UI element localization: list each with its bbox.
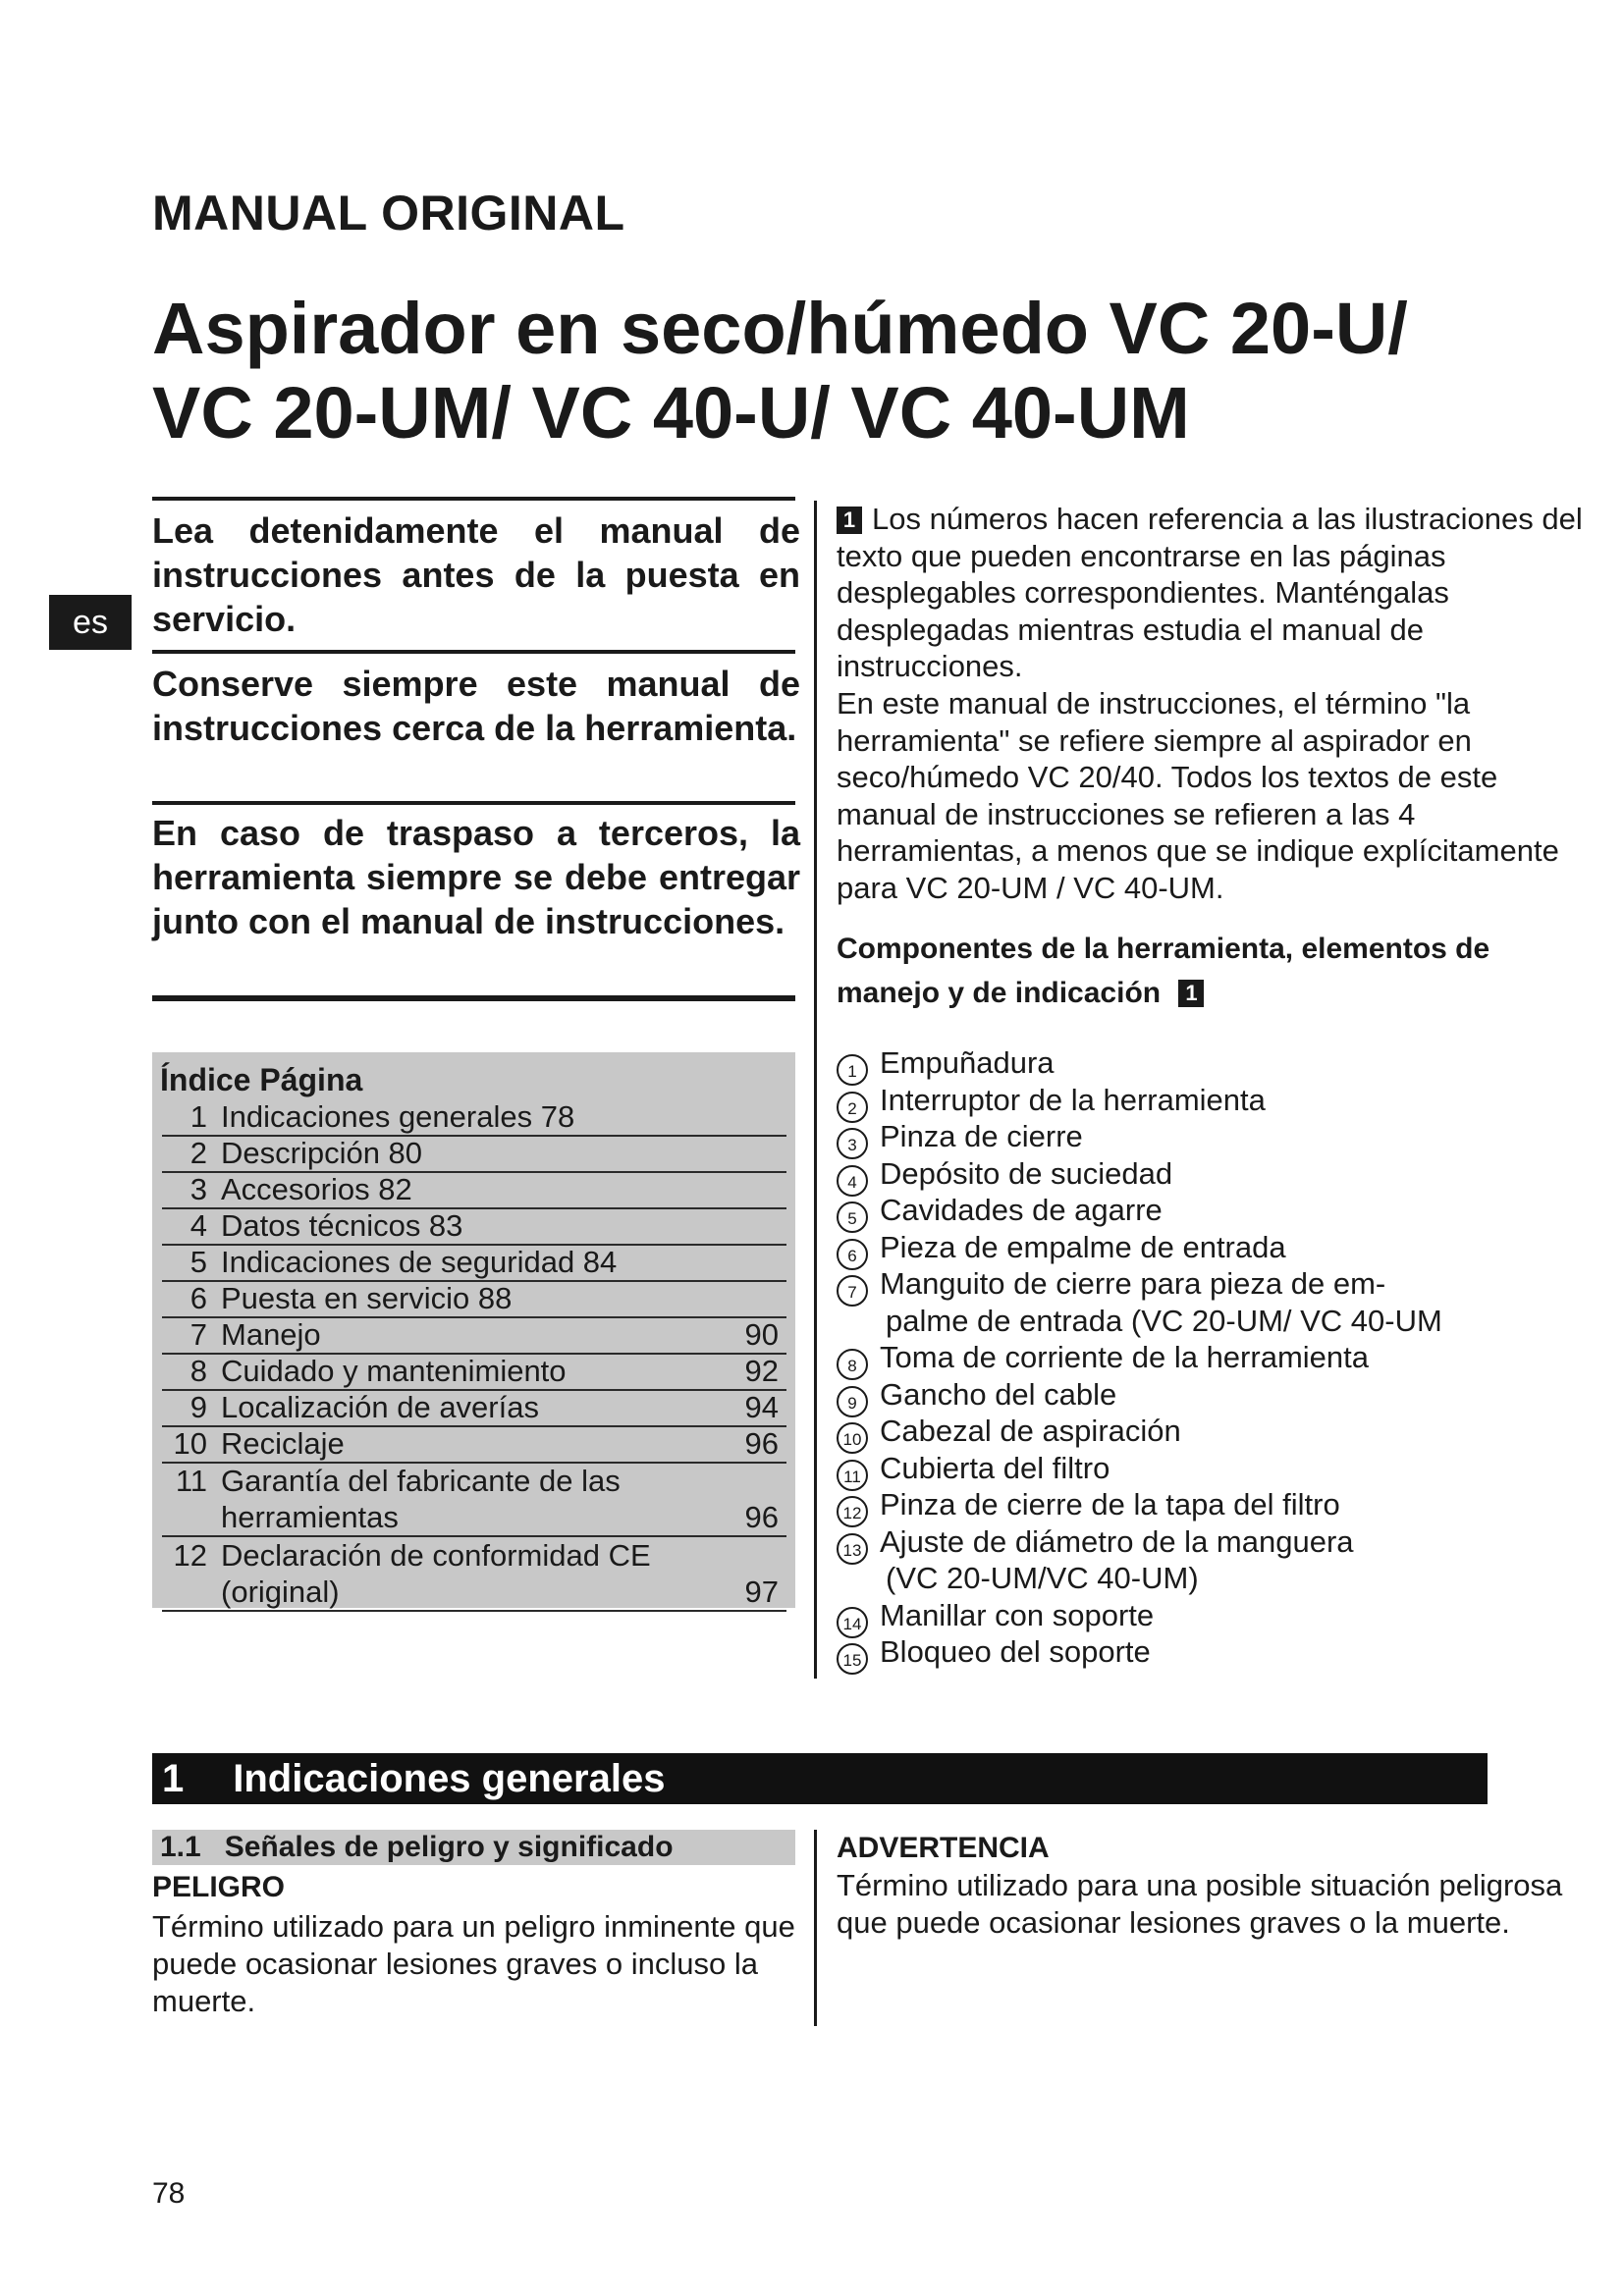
toc-row-number: 11 [175, 1464, 207, 1498]
toc-row [162, 1390, 786, 1427]
toc-row-page: 94 [744, 1390, 779, 1424]
toc-header: Índice Página [160, 1062, 363, 1097]
list-item [837, 1229, 1583, 1266]
components-list [837, 1044, 1583, 1671]
list-item [837, 1339, 1583, 1376]
circled-number: 11 [837, 1460, 868, 1491]
toc-row-number: 3 [189, 1172, 207, 1206]
list-item [837, 1044, 1583, 1082]
section-title: Indicaciones generales [233, 1757, 666, 1800]
toc-row-number: 7 [189, 1317, 207, 1352]
toc-row-label: Datos técnicos 83 [221, 1208, 463, 1243]
intro-paragraph [837, 501, 1583, 685]
toc-row-number: 9 [189, 1390, 207, 1424]
toc-row-page: 90 [744, 1317, 779, 1352]
list-item [837, 1450, 1583, 1487]
list-item [837, 1486, 1583, 1523]
list-item-label: Bloqueo del soporte [880, 1634, 1151, 1669]
column-divider [814, 1830, 817, 2026]
warning-text: Término utilizado para una posible situación peligrosa que puede ocasionar lesiones graves o la muerte. [837, 1868, 1563, 1940]
figure-badge: 1 [837, 507, 862, 534]
toc-row-label: Indicaciones de seguridad 84 [221, 1245, 618, 1279]
circled-number: 15 [837, 1643, 868, 1675]
circled-number: 4 [837, 1165, 868, 1197]
list-item [837, 1082, 1583, 1119]
toc-row-label: Garantía del fabricante de las [221, 1464, 621, 1498]
circled-number: 10 [837, 1422, 868, 1454]
toc-row [162, 1463, 786, 1537]
circled-number: 1 [837, 1054, 868, 1086]
intro-text-1: Los números hacen referencia a las ilustraciones del texto que pueden encontrarse en las páginas desplegables correspondientes. Manténgalas desplegadas mientras estudia el manual de instrucciones. [837, 502, 1583, 683]
toc-row-number: 4 [189, 1208, 207, 1243]
toc-row-page: 97 [744, 1575, 779, 1609]
toc-row [162, 1317, 786, 1355]
divider-rule [152, 650, 795, 654]
toc-row-label: Manejo [221, 1317, 321, 1352]
list-item [837, 1413, 1583, 1450]
toc-row-number: 6 [189, 1281, 207, 1315]
toc-row-number: 1 [189, 1099, 207, 1134]
toc-row-label-cont: (original) [221, 1575, 340, 1609]
components-heading [837, 927, 1583, 1015]
danger-heading: PELIGRO [152, 1871, 286, 1903]
list-item-continuation: (VC 20-UM/VC 40-UM) [886, 1561, 1199, 1595]
divider-rule [152, 801, 795, 805]
toc-row-number: 10 [173, 1426, 207, 1461]
danger-text: Término utilizado para un peligro inminente que puede ocasionar lesiones graves o incluso la muerte. [152, 1909, 795, 2018]
subsection-heading [152, 1830, 795, 1865]
notice-read-manual: Lea detenidamente el manual de instrucciones antes de la puesta en servicio. [152, 510, 800, 639]
language-tab: es [49, 595, 132, 650]
toc-row [162, 1354, 786, 1391]
document-label: MANUAL ORIGINAL [152, 186, 625, 240]
title-line-1: Aspirador en seco/húmedo VC 20-U/ [152, 288, 1408, 369]
circled-number: 2 [837, 1092, 868, 1123]
list-item-label: Depósito de suciedad [880, 1155, 1173, 1191]
list-item-label: Cabezal de aspiración [880, 1414, 1181, 1448]
circled-number: 8 [837, 1349, 868, 1380]
list-item [837, 1633, 1583, 1671]
circled-number: 12 [837, 1496, 868, 1527]
list-item [837, 1118, 1583, 1155]
list-item-label: Ajuste de diámetro de la manguera [880, 1523, 1354, 1559]
circled-number: 7 [837, 1275, 868, 1307]
list-item-label: Pinza de cierre [880, 1119, 1083, 1153]
document-title [152, 287, 1566, 455]
toc-row-page: 96 [744, 1426, 779, 1461]
circled-number: 3 [837, 1128, 868, 1159]
list-item [837, 1155, 1583, 1193]
figure-badge: 1 [1178, 980, 1204, 1007]
toc-row [162, 1136, 786, 1173]
components-heading-text: Componentes de la herramienta, elementos de manejo y de indicación [837, 933, 1490, 1009]
scope-paragraph: En este manual de instrucciones, el término "la herramienta" se refiere siempre al aspirador en seco/húmedo VC 20/40. Todos los textos de este manual de instrucciones se refieren a las 4 herramientas, a menos que se indique explícitamente para VC 20-UM / VC 40-UM. [837, 686, 1559, 905]
toc-row-label: Declaración de conformidad CE [221, 1538, 651, 1573]
toc-row-label-cont: herramientas [221, 1500, 399, 1534]
list-item-label: Manillar con soporte [880, 1597, 1155, 1632]
toc-row [162, 1172, 786, 1209]
list-item-label: Cavidades de agarre [880, 1193, 1163, 1227]
table-of-contents [152, 1052, 795, 1608]
column-divider [814, 501, 817, 1679]
toc-row-label: Indicaciones generales 78 [221, 1099, 575, 1134]
list-item-label: Manguito de cierre para pieza de em- [880, 1266, 1386, 1301]
toc-row-number: 12 [173, 1538, 207, 1573]
circled-number: 13 [837, 1533, 868, 1565]
toc-row-page: 96 [744, 1500, 779, 1534]
toc-row-label: Descripción 80 [221, 1136, 423, 1170]
toc-row-label: Cuidado y mantenimiento [221, 1354, 567, 1388]
toc-row-label: Accesorios 82 [221, 1172, 412, 1206]
list-item-label: Pinza de cierre de la tapa del filtro [880, 1487, 1340, 1522]
toc-row-label: Localización de averías [221, 1390, 539, 1424]
title-line-2: VC 20-UM/ VC 40-U/ VC 40-UM [152, 372, 1190, 454]
list-item [837, 1265, 1583, 1303]
list-item [837, 1523, 1583, 1561]
toc-row [162, 1426, 786, 1464]
warning-heading: ADVERTENCIA [837, 1832, 1050, 1864]
notice-keep-manual: Conserve siempre este manual de instrucciones cerca de la herramienta. [152, 664, 800, 748]
list-item-label: Empuñadura [880, 1045, 1055, 1080]
toc-row-number: 5 [189, 1245, 207, 1279]
list-item-label: Cubierta del filtro [880, 1450, 1110, 1485]
toc-row-number: 8 [189, 1354, 207, 1388]
list-item-label: Interruptor de la herramienta [880, 1082, 1266, 1117]
list-item-continuation: palme de entrada (VC 20-UM/ VC 40-UM [886, 1303, 1442, 1338]
toc-row [162, 1281, 786, 1318]
list-item-label: Toma de corriente de la herramienta [880, 1340, 1369, 1374]
toc-row-label: Reciclaje [221, 1426, 345, 1461]
list-item-label: Gancho del cable [880, 1376, 1117, 1412]
section-heading [152, 1753, 1488, 1804]
circled-number: 9 [837, 1386, 868, 1417]
subsection-number: 1.1 [160, 1831, 201, 1863]
toc-row [162, 1537, 786, 1612]
circled-number: 14 [837, 1607, 868, 1638]
divider-rule [152, 497, 795, 501]
list-item [837, 1376, 1583, 1414]
list-item [837, 1192, 1583, 1229]
toc-row [162, 1099, 786, 1137]
subsection-title: Señales de peligro y significado [224, 1831, 674, 1863]
toc-row-number: 2 [189, 1136, 207, 1170]
page-number: 78 [152, 2177, 186, 2210]
list-item [837, 1597, 1583, 1634]
toc-row-page: 92 [744, 1354, 779, 1388]
divider-rule [152, 995, 795, 1001]
toc-row-label: Puesta en servicio 88 [221, 1281, 513, 1315]
circled-number: 5 [837, 1201, 868, 1233]
notice-transfer: En caso de traspaso a terceros, la herramienta siempre se debe entregar junto con el manual de instrucciones. [152, 813, 800, 941]
section-number: 1 [162, 1757, 185, 1800]
toc-row [162, 1208, 786, 1246]
toc-row [162, 1245, 786, 1282]
list-item-label: Pieza de empalme de entrada [880, 1229, 1286, 1264]
circled-number: 6 [837, 1239, 868, 1270]
